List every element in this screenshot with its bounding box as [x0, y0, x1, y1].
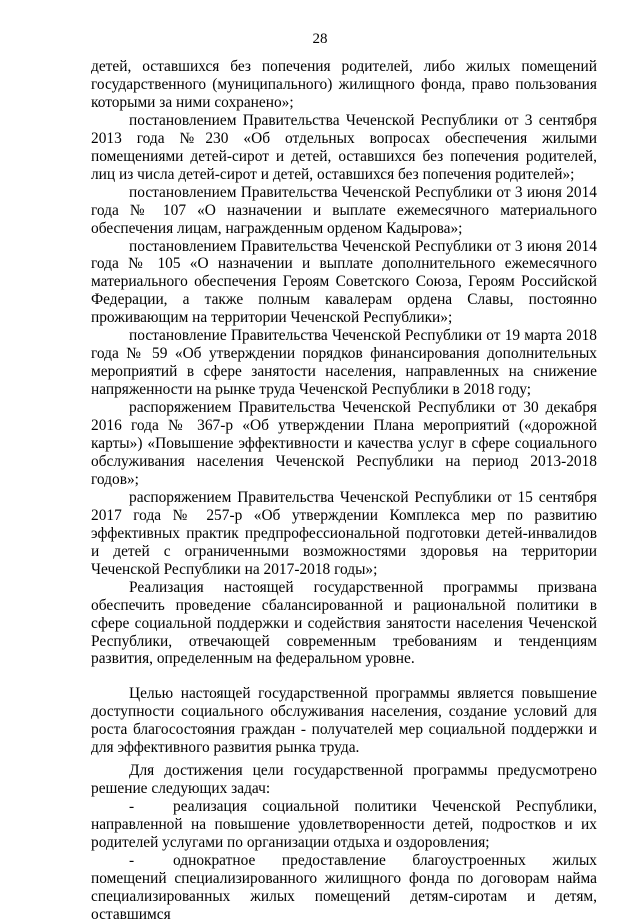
list-item-task-1 [91, 798, 597, 852]
paragraph-order-257: распоряжением Правительства Чеченской Республики от 15 сентября 2017 года № 257-р «Об утверждении Комплекса мер по развитию эффективных практик предпрофессиональной подготовки детей-инвалидов и детей с ограниченными возможностями здоровья на территории Чеченской Республики на 2017-2018 годы»; [91, 488, 597, 578]
paragraph-resolution-59: постановление Правительства Чеченской Республики от 19 марта 2018 года № 59 «Об утверждении порядков финансирования дополнительных мероприятий в сфере занятости населения, направленных на снижение напряженности на рынке труда Чеченской Республики в 2018 году; [91, 327, 597, 399]
document-body [91, 58, 597, 924]
paragraph-resolution-230: постановлением Правительства Чеченской Республики от 3 сентября 2013 года №230 «Об отдельных вопросах обеспечения жилыми помещениями детей-сирот и детей, оставшихся без попечения родителей, лиц из числа детей-сирот и детей, оставшихся без попечения родителей»; [91, 111, 597, 183]
paragraph-resolution-105: постановлением Правительства Чеченской Республики от 3 июня 2014 года № 105 «О назначении и выплате дополнительного ежемесячного материального обеспечения Героям Советского Союза, Героям Российской Федерации, а также полным кавалерам ордена Славы, постоянно проживающим на территории Чеченской Республики»; [91, 237, 597, 327]
list-item-text: однократное предоставление благоустроенных жилых помещений специализированного жилищного фонда по договорам найма специализированных жилых помещений детям-сиротам и детям, оставшимся [91, 851, 597, 923]
list-dash: - [129, 851, 135, 869]
paragraph-program-implementation: Реализация настоящей государственной программы призвана обеспечить проведение сбалансированной и рациональной политики в сфере социальной поддержки и содействия занятости населения Чеченской Республики, отвечающей современным требованиям и тенденциям развития, определенным на федеральном уровне. [91, 578, 597, 668]
paragraph-order-367: распоряжением Правительства Чеченской Республики от 30 декабря 2016 года № 367-р «Об утверждении Плана мероприятий («дорожной карты») «Повышение эффективности и качества услуг в сфере социального обслуживания населения Чеченской Республики на период 2013-2018 годов»; [91, 399, 597, 488]
page-number: 28 [312, 31, 328, 47]
list-item-text: реализация социальной политики Чеченской Республики, направленной на повышение удовлетворенности детей, подростков и их родителей услугами по организации отдыха и оздоровления; [91, 798, 597, 852]
paragraph-resolution-107: постановлением Правительства Чеченской Республики от 3 июня 2014 года № 107 «О назначении и выплате ежемесячного материального обеспечения лицам, награжденным орденом Кадырова»; [91, 183, 597, 237]
paragraph-continuation: детей, оставшихся без попечения родителей, либо жилых помещений государственного (муниципального) жилищного фонда, право пользования которыми за ними сохранено»; [91, 58, 597, 111]
paragraph-program-goal: Целью настоящей государственной программы является повышение доступности социального обслуживания населения, создание условий для роста благосостояния граждан - получателей мер социальной поддержки и для эффективного развития рынка труда. [91, 685, 597, 757]
list-dash: - [129, 798, 135, 816]
list-item-task-2 [91, 852, 597, 924]
paragraph-tasks-intro: Для достижения цели государственной программы предусмотрено решение следующих задач: [91, 762, 597, 798]
